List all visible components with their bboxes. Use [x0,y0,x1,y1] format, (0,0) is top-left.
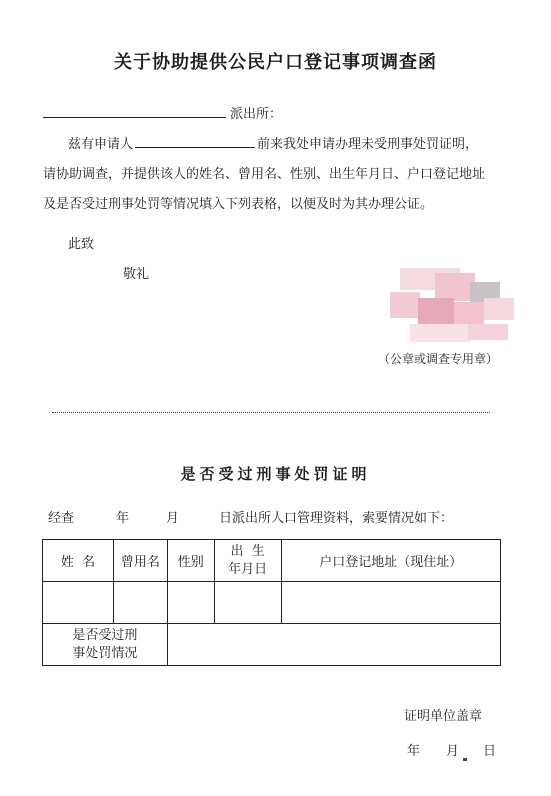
penalty-label-line-1: 是否受过刑 [72,627,138,643]
header-former-name: 曾用名 [113,540,167,582]
applicant-name-blank[interactable] [135,133,255,148]
blurred-official-stamp [390,268,520,348]
check-year: 年 [116,511,130,526]
applicant-line [68,133,478,152]
date-year: 年 [407,744,421,759]
police-station-suffix: 派出所： [230,107,283,122]
letter-title: 关于协助提供公民户口登记事项调查函 [114,52,437,73]
header-address: 户口登记地址（现住址） [281,540,500,582]
penalty-row [43,624,501,666]
applicant-prefix: 兹有申请人 [68,137,134,152]
date-day: 日 [483,744,497,759]
cell-former-name[interactable] [113,582,167,624]
police-station-blank[interactable] [43,103,226,118]
cut-line-divider [52,412,490,413]
penalty-label [43,624,168,666]
closing-cizhi: 此致 [68,237,95,252]
penalty-label-line-2: 事处罚情况 [72,645,138,661]
header-birth [214,540,281,582]
penalty-value[interactable] [167,624,500,666]
table-row [43,582,501,624]
applicant-suffix: 前来我处申请办理未受刑事处罚证明， [257,137,479,152]
closing-jingli: 敬礼 [123,267,150,282]
certificate-table [42,539,501,666]
stamp-note: （公章或调查专用章） [378,352,499,366]
cell-name[interactable] [43,582,114,624]
cell-address[interactable] [281,582,500,624]
cell-birth[interactable] [214,582,281,624]
check-month: 月 [166,511,180,526]
letter-body-line-2: 请协助调查，并提供该人的姓名、曾用名、性别、出生年月日、户口登记地址 [43,167,486,182]
check-prefix: 经查 [48,511,75,526]
header-birth-line-2: 年月日 [228,561,268,577]
date-month: 月 [446,744,460,759]
header-gender: 性别 [167,540,214,582]
seal-label: 证明单位盖章 [404,709,483,724]
certificate-title: 是否受过刑事处罚证明 [180,465,371,483]
letter-body-line-3: 及是否受过刑事处罚等情况填入下列表格，以便及时为其办理公证。 [43,197,434,212]
header-name: 姓 名 [43,540,114,582]
table-header-row [43,540,501,582]
scan-mark [463,758,467,761]
check-suffix: 日派出所人口管理资料，索要情况如下： [219,511,454,526]
header-birth-line-1: 出 生 [230,543,265,559]
cell-gender[interactable] [167,582,214,624]
police-station-line [43,103,282,122]
